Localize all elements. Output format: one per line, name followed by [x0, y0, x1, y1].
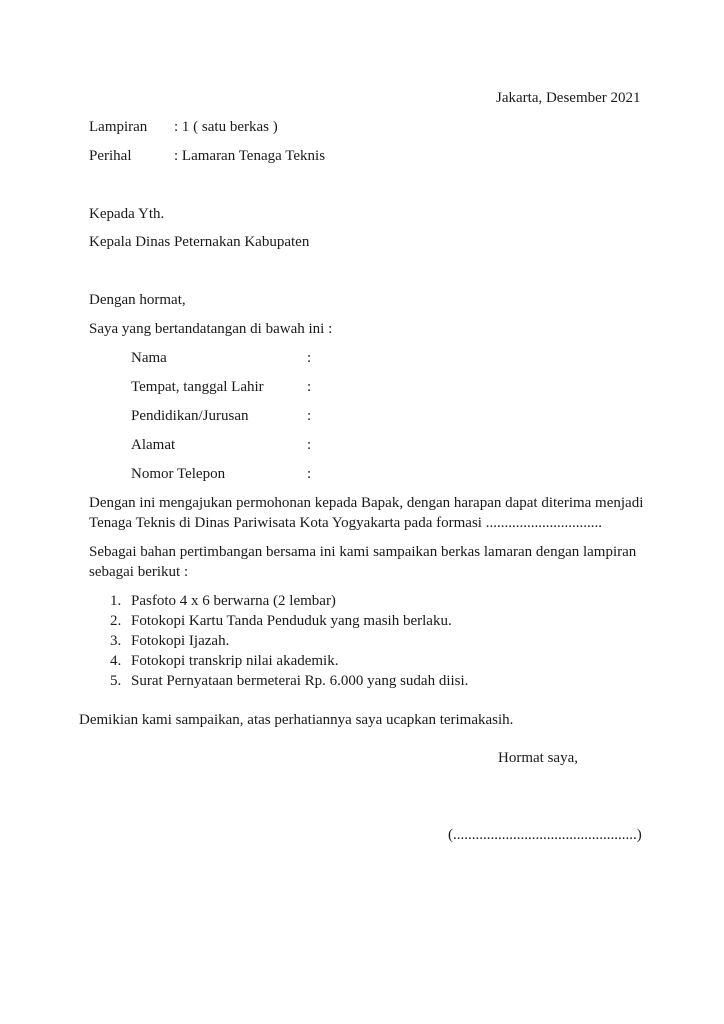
list-item-number: 1.	[110, 593, 122, 609]
paragraph-2-line-1: Sebagai bahan pertimbangan bersama ini kami sampaikan berkas lamaran dengan lampiran	[89, 544, 637, 560]
field-colon: :	[307, 466, 312, 482]
list-item-number: 5.	[110, 673, 122, 689]
recipient-line1: Kepada Yth.	[89, 206, 165, 222]
greeting: Dengan hormat,	[89, 292, 186, 308]
field-label-pendidikan: Pendidikan/Jurusan	[131, 408, 249, 424]
list-item-number: 4.	[110, 653, 122, 669]
field-label-nama: Nama	[131, 350, 167, 366]
intro: Saya yang bertandatangan di bawah ini :	[89, 321, 333, 337]
regards: Hormat saya,	[498, 750, 578, 766]
field-label-telepon: Nomor Telepon	[131, 466, 226, 482]
meta-label: Perihal	[89, 148, 132, 164]
meta-value: : 1 ( satu berkas )	[174, 119, 278, 135]
field-colon: :	[307, 379, 312, 395]
paragraph-2-line-2: sebagai berikut :	[89, 564, 189, 580]
list-item-number: 2.	[110, 613, 122, 629]
closing-sentence: Demikian kami sampaikan, atas perhatiannya saya ucapkan terimakasih.	[79, 712, 514, 728]
field-label-alamat: Alamat	[131, 437, 176, 453]
list-item: Fotokopi transkrip nilai akademik.	[131, 653, 339, 669]
list-item: Fotokopi Kartu Tanda Penduduk yang masih berlaku.	[131, 613, 452, 629]
list-item: Pasfoto 4 x 6 berwarna (2 lembar)	[131, 593, 336, 609]
list-item-number: 3.	[110, 633, 122, 649]
meta-label: Lampiran	[89, 119, 148, 135]
field-colon: :	[307, 437, 312, 453]
recipient-line2: Kepala Dinas Peternakan Kabupaten	[89, 234, 310, 250]
paragraph-1-line-2: Tenaga Teknis di Dinas Pariwisata Kota Yogyakarta pada formasi ...............................	[89, 515, 602, 531]
list-item: Surat Pernyataan bermeterai Rp. 6.000 yang sudah diisi.	[131, 673, 469, 689]
meta-value: : Lamaran Tenaga Teknis	[174, 148, 326, 164]
list-item: Fotokopi Ijazah.	[131, 633, 230, 649]
signature-line: (.................................................)	[448, 827, 642, 843]
field-label-ttl: Tempat, tanggal Lahir	[131, 379, 264, 395]
meta-row-lampiran	[89, 118, 147, 137]
field-colon: :	[307, 350, 312, 366]
paragraph-1-line-1: Dengan ini mengajukan permohonan kepada Bapak, dengan harapan dapat diterima menjadi	[89, 495, 644, 511]
place-date: Jakarta, Desember 2021	[496, 90, 641, 106]
meta-row-perihal	[89, 147, 132, 166]
field-colon: :	[307, 408, 312, 424]
